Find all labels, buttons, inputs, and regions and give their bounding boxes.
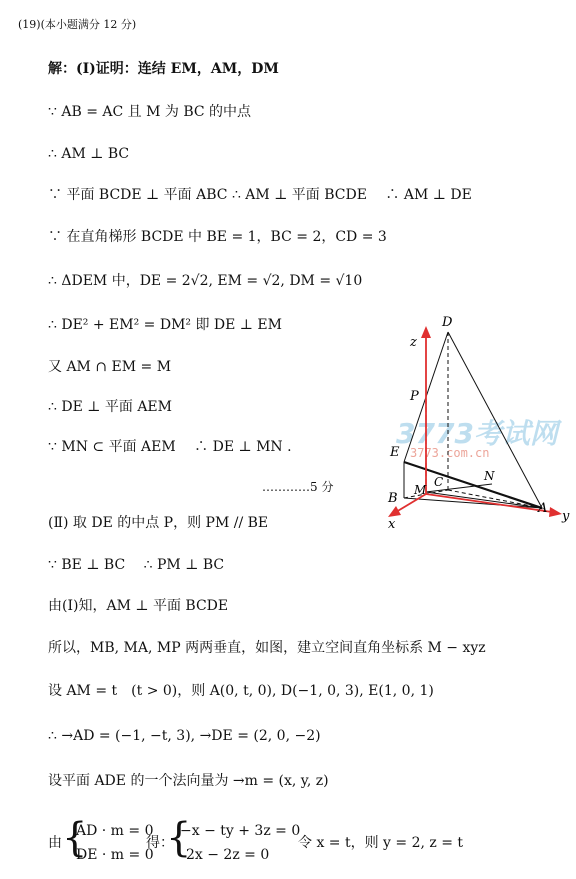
system-tail: 令 x = t，则 y = 2, z = t: [298, 835, 464, 851]
axis-z-arrow: [421, 326, 431, 338]
label-M: M: [414, 483, 427, 497]
left-brace-1: {: [62, 815, 88, 861]
solution-line-11: (Ⅱ) 取 DE 的中点 P，则 PM // BE: [48, 515, 269, 531]
watermark-logo: 3773考试网: [396, 417, 558, 450]
left-brace-2: {: [166, 815, 192, 861]
axis-y: [426, 494, 552, 512]
label-P: P: [410, 389, 419, 404]
label-B: B: [388, 491, 398, 506]
solution-line-6: ∴ ΔDEM 中，DE = 2√2, EM = √2, DM = √10: [48, 273, 363, 289]
label-D: D: [442, 315, 453, 330]
label-E: E: [390, 445, 400, 460]
solution-line-9: ∴ DE ⊥ 平面 AEM: [48, 399, 172, 415]
system-eq-1: AD · m = 0: [76, 823, 154, 839]
label-C: C: [434, 475, 444, 489]
pyramid-figure: [382, 312, 572, 534]
label-z: z: [410, 335, 417, 350]
solution-line-14: 所以，MB, MA, MP 两两垂直，如图，建立空间直角坐标系 M − xyz: [48, 640, 486, 656]
solution-line-1: 解：(Ⅰ)证明：连结 EM，AM，DM: [48, 61, 279, 77]
solution-line-2: ∵ AB = AC 且 M 为 BC 的中点: [48, 104, 252, 120]
solution-line-16: ∴ →AD = (−1, −t, 3), →DE = (2, 0, −2): [48, 728, 321, 744]
edge-BA: [404, 498, 542, 508]
edge-MA: [426, 492, 542, 508]
axis-y-arrow: [549, 507, 562, 517]
system-lead: 由: [48, 835, 62, 851]
system-eq-3: −x − ty + 3z = 0: [180, 823, 301, 839]
label-A: A: [538, 501, 548, 516]
solution-line-10: ∵ MN ⊂ 平面 AEM ∴ DE ⊥ MN .: [48, 439, 292, 455]
solution-line-5: ∵ 在直角梯形 BCDE 中 BE = 1，BC = 2，CD = 3: [48, 229, 387, 245]
label-y: y: [562, 509, 570, 524]
system-mid: 得：: [146, 835, 174, 851]
watermark-url: 3773.com.cn: [410, 446, 490, 460]
solution-line-3: ∴ AM ⊥ BC: [48, 146, 130, 162]
solution-line-7: ∴ DE² + EM² = DM² 即 DE ⊥ EM: [48, 317, 282, 333]
system-eq-4: 2x − 2z = 0: [186, 847, 270, 863]
solution-line-13: 由(Ⅰ)知，AM ⊥ 平面 BCDE: [48, 598, 229, 614]
solution-line-8: 又 AM ∩ EM = M: [48, 359, 172, 375]
axis-x-arrow: [388, 506, 401, 517]
label-x: x: [388, 517, 396, 532]
system-eq-2: DE · m = 0: [76, 847, 154, 863]
problem-header: (19)(本小题满分 12 分): [18, 18, 137, 31]
solution-line-4: ∵ 平面 BCDE ⊥ 平面 ABC ∴ AM ⊥ 平面 BCDE ∴ AM ⊥ DE: [48, 187, 472, 203]
score-mark: …………5 分: [262, 480, 334, 494]
solution-line-17: 设平面 ADE 的一个法向量为 →m = (x, y, z): [48, 773, 329, 789]
solution-line-12: ∵ BE ⊥ BC ∴ PM ⊥ BC: [48, 557, 225, 573]
label-N: N: [484, 469, 495, 483]
solution-line-15: 设 AM = t (t > 0)，则 A(0, t, 0), D(−1, 0, 3), E(1, 0, 1): [48, 683, 434, 699]
